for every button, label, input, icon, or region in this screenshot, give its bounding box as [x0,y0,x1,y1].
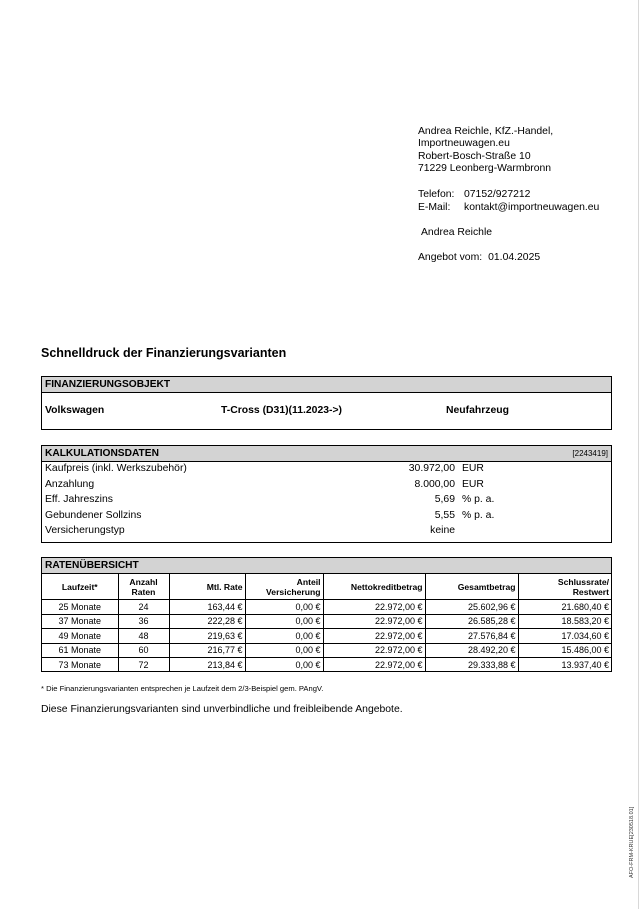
footnote: * Die Finanzierungsvarianten entsprechen je Laufzeit dem 2/3-Beispiel gem. PAngV. [41,684,324,693]
offer-date-value: 01.04.2025 [488,252,541,263]
col-header-final-rate: Schlussrate/ Restwert [518,574,611,600]
cell-total: 28.492,20 € [425,643,518,658]
table-row [42,643,611,658]
offer-date-line [418,252,540,263]
cell-final-rate: 21.680,40 € [518,600,611,615]
vehicle-row [42,393,611,430]
table-row [42,629,611,644]
calc-value: 5,69 [434,494,455,506]
calc-label: Anzahlung [45,478,95,490]
cell-duration: 61 Monate [42,643,118,658]
table-row [42,658,611,672]
cell-rate: 163,44 € [169,600,245,615]
sender-line: Importneuwagen.eu [418,138,510,150]
calc-label: Kaufpreis (inkl. Werkszubehör) [45,463,187,474]
cell-net-credit: 22.972,00 € [323,643,425,658]
cell-net-credit: 22.972,00 € [323,658,425,672]
financing-object-section [41,376,612,430]
form-code: AFO-FRM-KRUE[230518.01] [629,806,635,878]
cell-rate: 216,77 € [169,643,245,658]
vehicle-brand: Volkswagen [45,405,105,416]
cell-duration: 49 Monate [42,629,118,644]
cell-total: 29.333,88 € [425,658,518,672]
col-header-net-credit: Nettokreditbetrag [323,574,425,600]
calc-unit: % p. a. [462,509,495,521]
cell-insurance: 0,00 € [245,614,323,629]
cell-insurance: 0,00 € [245,658,323,672]
vehicle-condition: Neufahrzeug [446,405,509,416]
email-label: E-Mail: [418,202,451,213]
rates-section [41,557,612,672]
col-header-duration: Laufzeit* [42,574,118,600]
calc-label: Gebundener Sollzins [45,509,142,521]
cell-total: 26.585,28 € [425,614,518,629]
calc-value: 30.972,00 [408,463,455,474]
cell-net-credit: 22.972,00 € [323,600,425,615]
cell-insurance: 0,00 € [245,600,323,615]
sender-address [418,126,553,175]
cell-duration: 25 Monate [42,600,118,615]
reference-number: [2243419] [572,449,608,458]
col-header-count: Anzahl Raten [118,574,169,600]
col-header-total: Gesamtbetrag [425,574,518,600]
vehicle-model: T-Cross (D31)(11.2023->) [221,405,342,416]
calc-row [42,478,611,494]
rates-table [42,574,611,672]
sender-line: Andrea Reichle, KfZ.-Handel, [418,126,554,137]
cell-count: 36 [118,614,169,629]
cell-net-credit: 22.972,00 € [323,629,425,644]
cell-final-rate: 15.486,00 € [518,643,611,658]
cell-insurance: 0,00 € [245,629,323,644]
disclaimer-note: Diese Finanzierungsvarianten sind unverbindliche und freibleibende Angebote. [41,704,403,715]
sender-line: 71229 Leonberg-Warmbronn [418,162,552,174]
table-row [42,614,611,629]
phone-label: Telefon: [418,189,455,200]
cell-final-rate: 13.937,40 € [518,658,611,672]
sender-line: Robert-Bosch-Straße 10 [418,150,531,162]
calc-label: Eff. Jahreszins [45,494,113,506]
cell-rate: 219,63 € [169,629,245,644]
email-value[interactable]: kontakt@importneuwagen.eu [464,202,600,213]
calc-value: 5,55 [434,509,455,521]
col-header-rate: Mtl. Rate [169,574,245,600]
cell-total: 27.576,84 € [425,629,518,644]
table-row [42,600,611,615]
cell-final-rate: 17.034,60 € [518,629,611,644]
cell-net-credit: 22.972,00 € [323,614,425,629]
table-header-row [42,574,611,600]
cell-insurance: 0,00 € [245,643,323,658]
cell-duration: 37 Monate [42,614,118,629]
offer-date-label: Angebot vom: [418,252,483,263]
calculation-section [41,445,612,543]
calc-label: Versicherungstyp [45,525,125,537]
cell-count: 60 [118,643,169,658]
calc-unit: % p. a. [462,494,495,506]
cell-count: 24 [118,600,169,615]
calc-value: 8.000,00 [414,478,455,490]
cell-count: 72 [118,658,169,672]
cell-rate: 222,28 € [169,614,245,629]
section-header-label: KALKULATIONSDATEN [45,448,159,459]
cell-rate: 213,84 € [169,658,245,672]
page-title: Schnelldruck der Finanzierungsvarianten [41,346,287,360]
contact-block [418,188,599,214]
cell-final-rate: 18.583,20 € [518,614,611,629]
section-header: RATENÜBERSICHT [42,558,611,574]
calc-row [42,462,611,478]
col-header-insurance: Anteil Versicherung [245,574,323,600]
calc-row [42,493,611,509]
cell-duration: 73 Monate [42,658,118,672]
calc-row [42,509,611,525]
phone-value: 07152/927212 [464,189,531,200]
cell-count: 48 [118,629,169,644]
calc-row [42,524,611,540]
page-edge-line [638,0,639,909]
calc-unit: EUR [462,463,484,474]
section-header: FINANZIERUNGSOBJEKT [42,377,611,393]
calc-value: keine [430,525,455,537]
section-header [42,446,611,462]
contact-person: Andrea Reichle [421,227,493,238]
cell-total: 25.602,96 € [425,600,518,615]
calc-unit: EUR [462,478,484,490]
